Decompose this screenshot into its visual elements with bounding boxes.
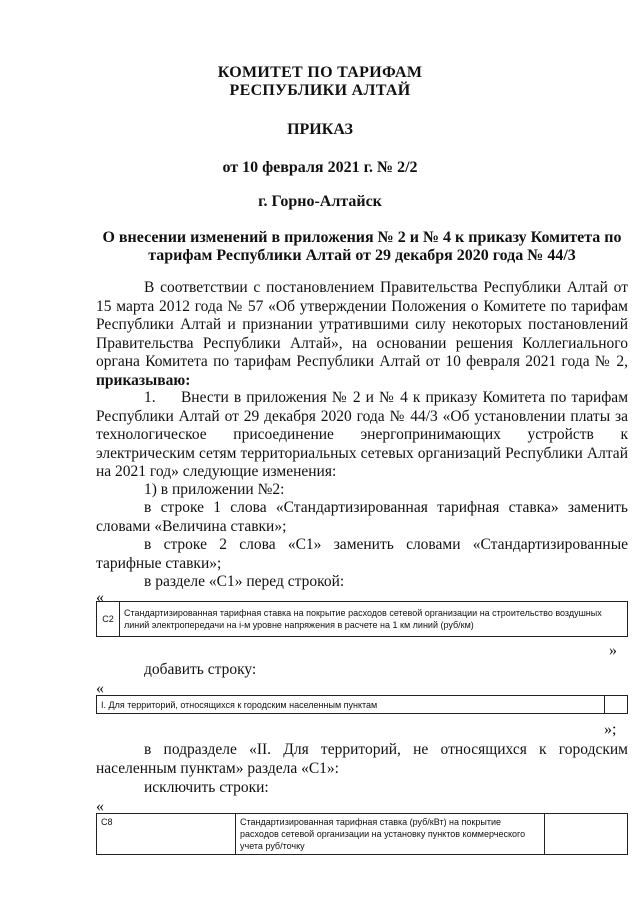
table-c8 <box>96 813 628 855</box>
close-quote-1: » <box>609 642 617 659</box>
table-row <box>97 814 628 855</box>
row2-change: в строке 2 слова «С1» заменить словами «Стандартизированные тарифные ставки»; <box>96 536 628 572</box>
document-city: г. Горно-Алтайск <box>258 193 382 210</box>
close-quote-2: »; <box>604 721 617 738</box>
item-1-number: 1. <box>144 389 156 406</box>
exclude-rows-label: исключить строки: <box>144 779 269 796</box>
document-date-number: от 10 февраля 2021 г. № 2/2 <box>222 159 418 176</box>
org-name-line1: КОМИТЕТ ПО ТАРИФАМ <box>217 64 423 81</box>
row-text: I. Для территорий, относящихся к городским населенным пунктам <box>97 696 605 714</box>
org-name-line2: РЕСПУБЛИКИ АЛТАЙ <box>229 82 411 99</box>
document-type: ПРИКАЗ <box>287 121 353 138</box>
open-quote-2: « <box>96 680 104 697</box>
organization-header <box>0 64 640 100</box>
row-code: С8 <box>97 814 236 855</box>
subsection-text: в подразделе «II. Для территорий, не относящихся к городским населенным пунктам» раздела «С1»: <box>96 741 628 777</box>
preamble-paragraph <box>96 279 628 390</box>
table-c2 <box>96 601 628 637</box>
row1-change: в строке 1 слова «Стандартизированная тарифная ставка» заменить словами «Величина ставки»; <box>96 499 628 535</box>
table-row <box>97 696 628 714</box>
document-subject: О внесении изменений в приложения № 2 и № 4 к приказу Комитета по тарифам Республики Алтай от 29 декабря 2020 года № 44/3 <box>102 229 622 264</box>
item-1 <box>96 389 628 482</box>
preamble-text: В соответствии с постановлением Правительства Республики Алтай от 15 марта 2012 года № 57 «Об утверждении Положения о Комитете по тарифам Республики Алтай и признании утратившими силу некоторых постановлений Правительства Республики Алтай», на основании решения Коллегиального органа Комитета по тарифам Республики Алтай от 10 февраля 2021 года № 2, <box>96 279 628 370</box>
row-text: Стандартизированная тарифная ставка (руб/кВт) на покрытие расходов сетевой организации на установку пунктов коммерческого учета руб/точку <box>236 814 545 855</box>
section-c1-intro: в разделе «С1» перед строкой: <box>144 573 345 590</box>
item-1-text: Внести в приложения № 2 и № 4 к приказу Комитета по тарифам Республики Алтай от 29 декабря 2020 года № 44/3 «Об установлении платы за технологическое присоединение энергопринимающих устройств к электрическим сетям территориальных сетевых организаций Республики Алтай на 2021 год» следующие изменения: <box>96 389 628 480</box>
decree-word: приказываю: <box>96 371 191 389</box>
table-row <box>97 602 628 637</box>
open-quote-3: « <box>96 798 104 815</box>
open-quote-1: « <box>96 589 104 606</box>
sub-item-1: 1) в приложении №2: <box>144 481 285 498</box>
row-empty-cell <box>605 696 628 714</box>
table-urban <box>96 695 628 714</box>
row-empty-cell <box>545 814 628 855</box>
row-text: Стандартизированная тарифная ставка на покрытие расходов сетевой организации на строительство воздушных линий электропередачи на i-м уровне напряжения в расчете на 1 км линий (руб/км) <box>120 602 628 637</box>
add-row-label: добавить строку: <box>144 661 257 678</box>
row-code: С2 <box>97 602 120 637</box>
